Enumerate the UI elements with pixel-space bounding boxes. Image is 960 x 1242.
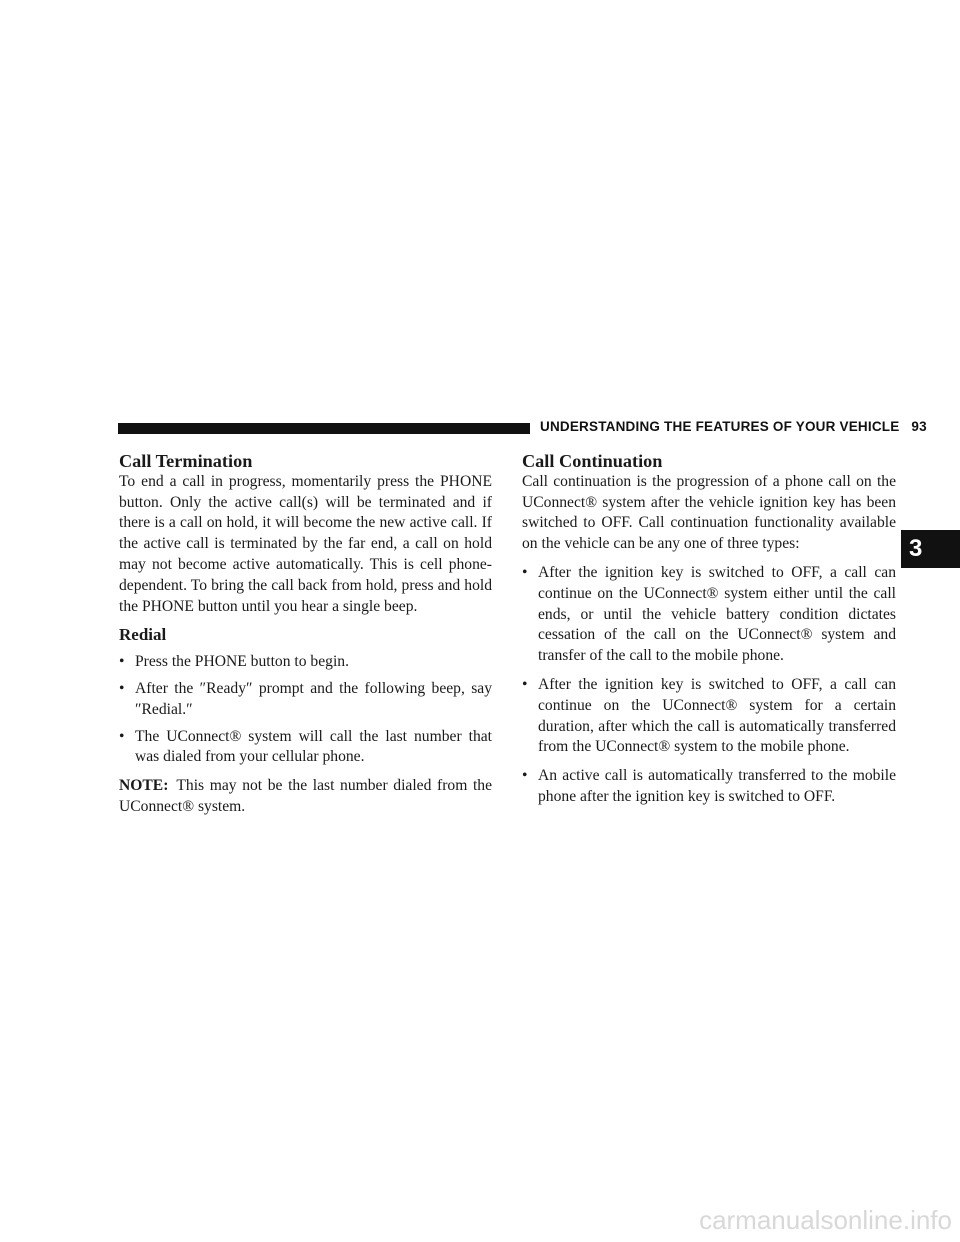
bullet-list xyxy=(522,563,896,808)
list-item: • Press the PHONE button to begin. xyxy=(119,652,492,673)
list-item: • After the ignition key is switched to OFF, a call can continue on the UConnect® system either until the call ends, or until the vehicle battery condition dictates cessation of the call on the UConnect® system and transfer of the call to the mobile phone. xyxy=(522,563,896,667)
header-rule xyxy=(118,423,530,434)
call-termination-section xyxy=(119,451,492,617)
left-column xyxy=(119,451,492,818)
chapter-tab: 3 xyxy=(901,530,960,568)
page-number: 93 xyxy=(911,419,927,434)
note-text: This may not be the last number dialed from the UConnect® system. xyxy=(119,777,492,815)
list-item: • After the ignition key is switched to OFF, a call can continue on the UConnect® system for a certain duration, after which the call is automatically transferred from the UConnect® system to the mobile phone. xyxy=(522,675,896,758)
list-item: • After the ″Ready″ prompt and the following beep, say ″Redial.″ xyxy=(119,679,492,721)
list-item: • An active call is automatically transferred to the mobile phone after the ignition key is switched to OFF. xyxy=(522,766,896,808)
section-heading: Call Termination xyxy=(119,451,253,471)
right-column xyxy=(522,451,896,808)
note-label: NOTE: xyxy=(119,777,169,795)
note xyxy=(119,776,492,818)
watermark: carmanualsonline.info xyxy=(699,1205,952,1235)
header-title: UNDERSTANDING THE FEATURES OF YOUR VEHICLE xyxy=(540,419,900,434)
section-heading: Redial xyxy=(119,625,167,645)
section-paragraph: To end a call in progress, momentarily press the PHONE button. Only the active call(s) will be terminated and if there is a call on hold, it will become the new active call. If the active call is terminated by the far end, a call on hold may not become active automatically. This is cell phone-dependent. To bring the call back from hold, press and hold the PHONE button until you hear a single beep. xyxy=(119,472,492,615)
section-paragraph: Call continuation is the progression of a phone call on the UConnect® system after the vehicle ignition key has been switched to OFF. Call continuation functionality available on the vehicle can be any one of three types: xyxy=(522,472,896,553)
bullet-list xyxy=(119,652,492,768)
running-header xyxy=(540,419,927,434)
section-heading: Call Continuation xyxy=(522,451,663,471)
list-item: • The UConnect® system will call the last number that was dialed from your cellular phone. xyxy=(119,727,492,769)
redial-section xyxy=(119,625,492,768)
